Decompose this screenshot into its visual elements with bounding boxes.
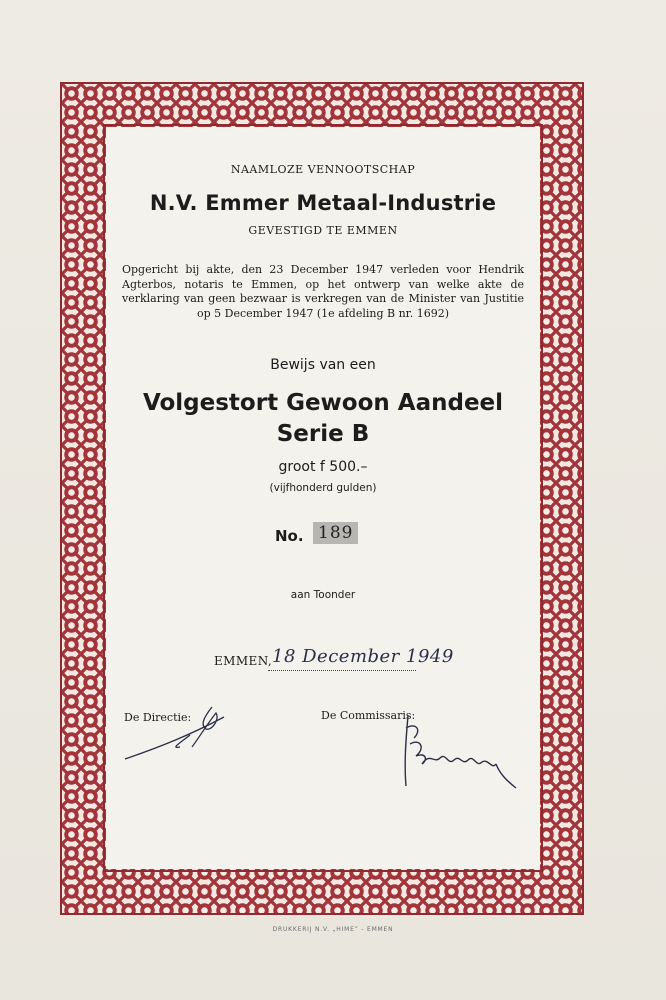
company-name: N.V. Emmer Metaal-Industrie (149, 191, 497, 215)
issue-date-handwritten: 18 December 1949 (272, 646, 454, 667)
share-value: groot f 500.– (278, 459, 368, 475)
share-intro: Bewijs van een (270, 357, 376, 373)
share-series: Serie B (276, 421, 370, 447)
number-label: No. (275, 527, 304, 545)
company-seat: GEVESTIGD TE EMMEN (248, 224, 398, 237)
directie-signature (120, 695, 240, 765)
issue-place: EMMEN, (214, 654, 273, 668)
commissaris-label: De Commissaris: (321, 709, 416, 722)
certificate-number: 189 (313, 522, 358, 544)
date-line (268, 670, 416, 671)
incorporation-text: Opgericht bij akte, den 23 December 1947 verleden voor Hendrik Agterbos, notaris te Emmen, op het ontwerp van welke akte de verklaring van geen bezwaar is verkregen van de Minister van Justitie op 5 December 1947 (1e afdeling B nr. 1692) (122, 263, 524, 320)
directie-label: De Directie: (124, 711, 192, 724)
bearer-text: aan Toonder (290, 589, 356, 601)
commissaris-signature (396, 708, 526, 803)
printer-imprint: DRUKKERIJ N.V. „HIME” - EMMEN (272, 926, 394, 933)
share-value-words: (vijfhonderd gulden) (269, 482, 377, 494)
share-title: Volgestort Gewoon Aandeel (142, 390, 504, 416)
company-type: NAAMLOZE VENNOOTSCHAP (230, 163, 416, 176)
